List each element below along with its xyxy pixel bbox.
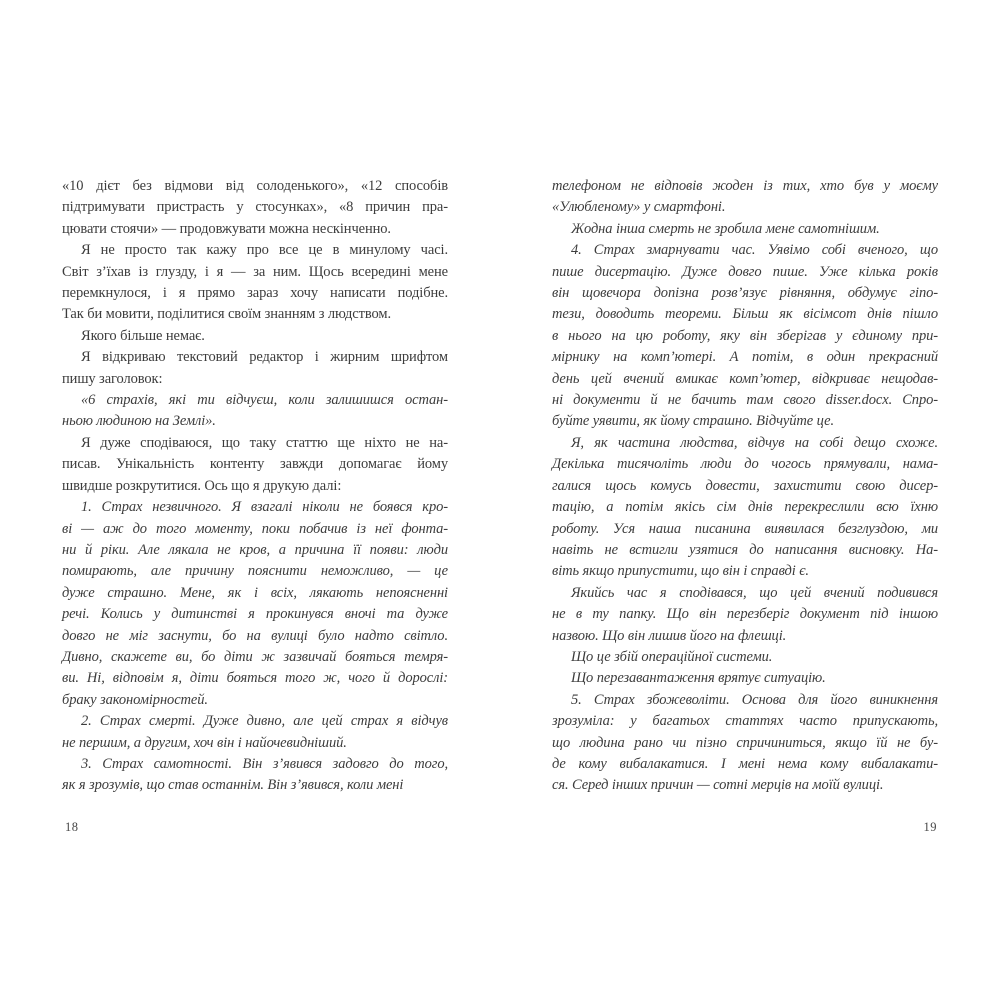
text-line: тези, доводить теореми. Більш як вісімсот днів пішло [552,306,938,323]
text-line: «6 страхів, які ти відчуєш, коли залишишся остан- [81,392,448,409]
page-text-right [552,176,938,797]
text-line: ні документи й не бачить там свого disser.docx. Спро- [552,392,938,409]
text-line: ви. Ні, відповім я, діти бояться того ж, чого й дорослі: [62,670,448,687]
text-line: не першим, а другим, хоч він і найочевидніший. [62,734,347,751]
text-line: мірнику на комп’ютері. А потім, в один прекрасний [552,349,938,366]
text-line: Я дуже сподіваюся, що таку статтю ще ніхто не на- [81,434,448,451]
text-line: пишу заголовок: [62,370,163,387]
paragraph [62,390,448,433]
paragraph [62,433,448,497]
text-line: Що це збій операційної системи. [571,648,773,665]
text-line: Якого більше немає. [81,327,205,344]
paragraph [552,583,938,647]
text-line: підтримувати пристрасть у стосунках», «8 причин пра- [62,199,448,216]
text-line: ньою людиною на Землі». [62,413,216,430]
text-line: в нього на цю роботу, яку він зберігав у єдиному при- [552,327,938,344]
text-line: роботу. Уся наша писанина виявилася безглуздою, ми [552,520,938,537]
text-line: Я відкриваю текстовий редактор і жирним шрифтом [81,349,448,366]
text-line: Що перезавантаження врятує ситуацію. [571,670,826,687]
text-line: галися щось комусь довести, захистити свою дисер- [552,477,938,494]
text-line: навіть не встигли узятися до написання висновку. На- [552,541,938,558]
text-line: «10 дієт без відмови від солоденького», «12 способів [62,178,448,194]
text-line: ни й ріки. Але лякала не кров, а причина її появи: люди [62,541,448,558]
text-line: телефоном не відповів жоден із тих, хто був у моєму [552,178,938,194]
text-line: день цей вчений вмикає комп’ютер, відкриває нещодав- [552,370,938,387]
text-line: назвою. Що він лишив його на флешці. [552,627,787,644]
text-line: віть якщо припустити, що він і справді є. [552,563,809,580]
text-line: дуже страшно. Мене, як і всіх, лякають непоясненні [62,584,448,601]
book-page-right [552,176,938,797]
paragraph [552,433,938,583]
text-line: тацію, а потім якісь сім днів перекреслили всю їхню [552,499,938,516]
paragraph [62,711,448,754]
text-line: буйте уявити, як йому страшно. Відчуйте це. [552,413,834,430]
text-line: Я не просто так кажу про все це в минулому часі. [81,242,448,259]
text-line: що людина рано чи пізно спричиниться, якщо їй не бу- [552,734,938,751]
page-number-right: 19 [923,820,937,834]
paragraph [62,326,448,347]
text-line: Декілька тисячоліть люди до чогось прямували, нама- [552,456,938,473]
paragraph [552,690,938,797]
paragraph [62,176,448,240]
text-line: писав. Унікальність контенту завжди допомагає йому [62,456,448,473]
paragraph [62,240,448,326]
book-page-left [62,176,448,797]
paragraph [552,668,938,689]
text-line: Я, як частина людства, відчув на собі дещо схоже. [571,434,938,451]
text-line: де кому вибалакатися. І мені нема кому вибалакати- [552,755,938,772]
text-line: перемкнулося, і я прямо зараз хочу написати подібне. [62,285,448,302]
text-line: Якийсь час я сподівався, що цей вчений подивився [571,584,938,601]
text-line: ся. Серед інших причин — сотні мерців на моїй вулиці. [552,777,884,794]
text-line: цювати стоячи» — продовжувати можна нескінченно. [62,220,391,237]
text-line: «Улюбленому» у смартфоні. [552,199,726,216]
page-text-left [62,176,448,797]
text-line: 3. Страх самотності. Він з’явився задовго до того, [81,755,448,772]
paragraph [552,176,938,219]
paragraph [62,497,448,711]
text-line: Жодна інша смерть не зробила мене самотнішим. [571,220,880,237]
text-line: швидше розкрутитися. Ось що я друкую далі: [62,477,342,494]
text-line: браку закономірностей. [62,691,208,708]
paragraph [552,219,938,240]
text-line: Дивно, скажете ви, бо діти ж зазвичай бояться темря- [62,648,448,665]
text-line: 1. Страх незвичного. Я взагалі ніколи не боявся кро- [81,499,448,516]
text-line: речі. Колись у дитинстві я прокинувся вночі та дуже [62,606,448,623]
text-line: Світ з’їхав із глузду, і я — за ним. Щось всередині мене [62,263,448,280]
text-line: 4. Страх змарнувати час. Уявімо собі вченого, що [571,242,938,259]
text-line: помирають, але причину пояснити неможливо, — це [62,563,448,580]
text-line: зрозуміла: у багатьох статтях часто припускають, [552,713,938,730]
text-line: довго не міг заснути, бо на вулиці було надто світло. [62,627,448,644]
text-line: 2. Страх смерті. Дуже дивно, але цей страх я відчув [81,713,448,730]
paragraph [62,754,448,797]
text-line: Так би мовити, поділитися своїм знанням з людством. [62,306,391,323]
paragraph [62,347,448,390]
text-line: як я зрозумів, що став останнім. Він з’явився, коли мені [62,777,404,794]
text-line: пише дисертацію. Дуже довго пише. Уже кілька років [552,263,938,280]
text-line: ві — аж до того моменту, поки побачив із неї фонта- [62,520,448,537]
text-line: він щовечора допізна розв’язує рівняння, обдумує гіпо- [552,285,938,302]
text-line: не в ту папку. Що він перезберіг документ під іншою [552,606,938,623]
page-number-left: 18 [65,820,79,834]
paragraph [552,240,938,433]
text-line: 5. Страх збожеволіти. Основа для його виникнення [571,691,938,708]
paragraph [552,647,938,668]
